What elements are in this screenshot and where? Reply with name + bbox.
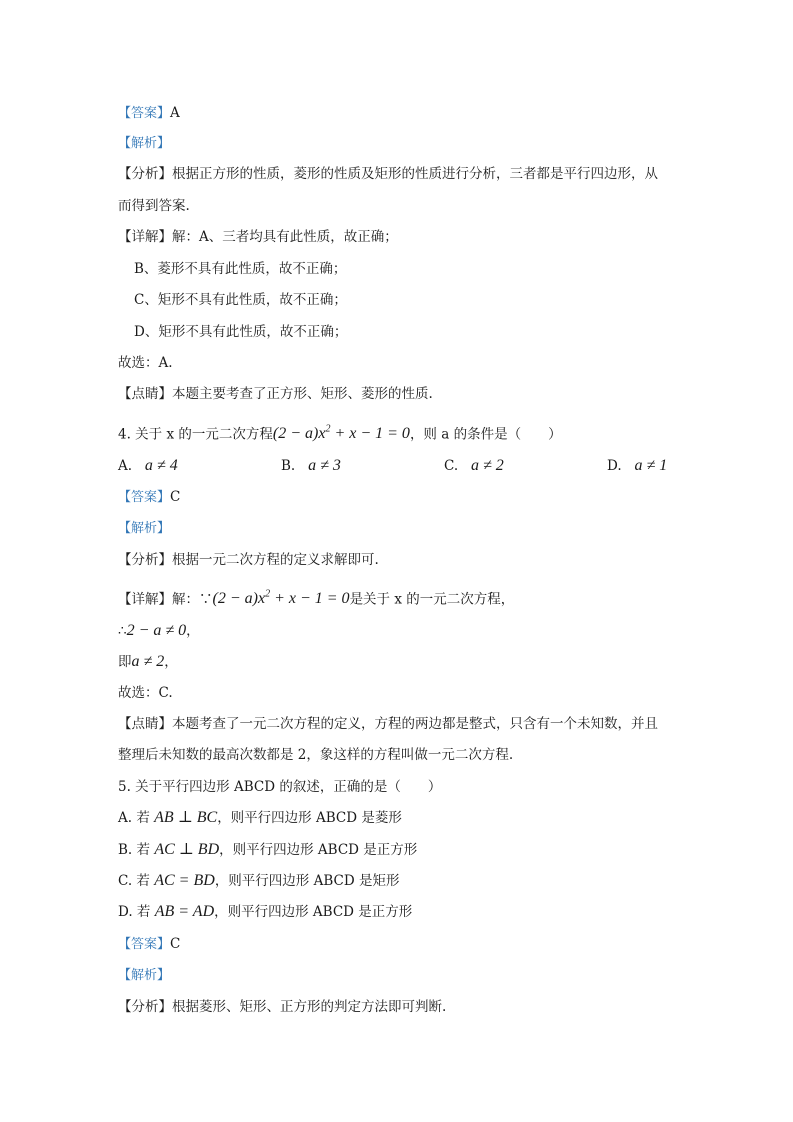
- option-text: ，则平行四边形 ABCD 是菱形: [217, 810, 402, 826]
- option-label: C.: [444, 458, 459, 474]
- choice-text: 故选：A.: [118, 355, 173, 371]
- answer-value: C: [170, 936, 181, 952]
- q5-fenxi-line: [118, 997, 446, 1017]
- ji-text: 即: [118, 654, 132, 670]
- option-text: ，则平行四边形 ABCD 是正方形: [219, 842, 418, 858]
- q3-dianjing-line: [118, 384, 433, 404]
- answer-tag: 【答案】: [118, 490, 171, 505]
- dianjing-text: 整理后未知数的最高次数都是 2，象这样的方程叫做一元二次方程.: [118, 747, 514, 763]
- xiangjie-text: 是关于 x 的一元二次方程，: [349, 591, 515, 608]
- solution-text: D、矩形不具有此性质，故不正确；: [134, 324, 348, 340]
- q5-option-a: [118, 808, 402, 828]
- xiangjie-tag: 【详解】: [118, 229, 172, 245]
- stem-text: 5. 关于平行四边形 ABCD 的叙述，正确的是（ ）: [118, 779, 442, 795]
- q5-answer-line: [118, 934, 180, 955]
- answer-value: C: [170, 489, 181, 505]
- dianjing-tag: 【点睛】: [118, 716, 172, 732]
- equation: a ≠ 2: [131, 653, 165, 670]
- q4-answer-line: [118, 487, 180, 508]
- answer-tag: 【答案】: [118, 937, 171, 952]
- option-math: a ≠ 4: [144, 457, 178, 474]
- q4-ji-line: [118, 652, 178, 672]
- q3-fenxi-line2: [118, 196, 190, 216]
- q5-stem: [118, 777, 441, 797]
- eq-exponent: 2: [265, 589, 271, 600]
- answer-value: A: [170, 105, 180, 121]
- choice-text: 故选：C.: [118, 685, 173, 701]
- fenxi-text: 而得到答案.: [118, 198, 190, 214]
- jiexi-tag: 【解析】: [118, 521, 171, 536]
- q3-line-d: [134, 322, 347, 342]
- fenxi-tag: 【分析】: [118, 999, 172, 1015]
- fenxi-tag: 【分析】: [118, 166, 172, 182]
- stem-text: 4. 关于 x 的一元二次方程: [118, 426, 273, 443]
- fenxi-tag: 【分析】: [118, 552, 172, 568]
- eq-part: + x − 1 = 0: [270, 590, 350, 608]
- q3-jiexi-line: [118, 133, 170, 154]
- option-text: ，则平行四边形 ABCD 是正方形: [214, 904, 413, 920]
- option-math: a ≠ 2: [471, 457, 504, 474]
- equation: [213, 590, 350, 607]
- q5-option-d: [118, 902, 412, 922]
- stem-text: ，则 a 的条件是（ ）: [409, 426, 562, 443]
- option-label: A. 若: [118, 810, 150, 826]
- option-math: AC ⊥ BD: [154, 841, 220, 858]
- option-label: D. 若: [118, 904, 151, 920]
- option-math: AB = AD: [154, 903, 215, 920]
- option-label: D.: [607, 458, 622, 474]
- q3-answer-line: [118, 103, 180, 124]
- eq-part: (2 − a)x: [272, 425, 326, 443]
- q4-stem: [118, 420, 562, 444]
- q4-dianjing-line1: [118, 714, 658, 734]
- option-text: ，则平行四边形 ABCD 是矩形: [214, 873, 400, 889]
- equation: 2 − a ≠ 0: [126, 622, 187, 639]
- eq-part: + x − 1 = 0: [330, 425, 410, 443]
- answer-tag: 【答案】: [118, 106, 171, 121]
- q4-dianjing-line2: [118, 745, 513, 765]
- q4-option-c: [444, 456, 504, 476]
- option-label: A.: [118, 458, 133, 474]
- q4-option-a: [118, 456, 178, 476]
- q3-line-b: [134, 259, 346, 279]
- q3-xiangjie-line: [118, 227, 398, 247]
- eq-part: (2 − a)x: [212, 590, 266, 608]
- xiangjie-text: 解：A、三者均具有此性质，故正确；: [172, 229, 398, 245]
- xiangjie-tag: 【详解】: [118, 591, 172, 608]
- option-math: a ≠ 1: [634, 457, 668, 474]
- q4-option-b: [281, 456, 341, 476]
- option-label: C. 若: [118, 873, 150, 889]
- q4-jiexi-line: [118, 518, 170, 539]
- q4-option-d: [607, 456, 667, 476]
- punctuation: ，: [186, 623, 200, 639]
- xiangjie-text: 解：∵: [172, 591, 213, 608]
- fenxi-text: 根据正方形的性质，菱形的性质及矩形的性质进行分析，三者都是平行四边形，从: [172, 166, 658, 182]
- q5-jiexi-line: [118, 965, 170, 986]
- fenxi-text: 根据菱形、矩形、正方形的判定方法即可判断.: [172, 999, 447, 1015]
- dianjing-tag: 【点睛】: [118, 386, 172, 402]
- solution-text: B、菱形不具有此性质，故不正确；: [134, 261, 347, 277]
- option-label: B.: [281, 458, 296, 474]
- therefore-symbol: ∴: [118, 623, 127, 639]
- jiexi-tag: 【解析】: [118, 136, 171, 151]
- q3-fenxi-line1: [118, 164, 658, 184]
- dianjing-text: 本题考查了一元二次方程的定义，方程的两边都是整式，只含有一个未知数，并且: [172, 716, 658, 732]
- q3-line-c: [134, 290, 347, 310]
- fenxi-text: 根据一元二次方程的定义求解即可.: [172, 552, 379, 568]
- q4-fenxi-line: [118, 550, 379, 570]
- q4-therefore-line: [118, 621, 200, 641]
- dianjing-text: 本题主要考查了正方形、矩形、菱形的性质.: [172, 386, 433, 402]
- punctuation: ，: [164, 654, 178, 670]
- q5-option-b: [118, 840, 417, 860]
- q3-guxuan: [118, 353, 173, 373]
- option-math: AB ⊥ BC: [154, 809, 218, 826]
- equation: [273, 425, 410, 442]
- option-label: B. 若: [118, 842, 151, 858]
- jiexi-tag: 【解析】: [118, 968, 171, 983]
- q4-xiangjie-line: [118, 585, 514, 609]
- q4-guxuan: [118, 683, 173, 703]
- eq-exponent: 2: [325, 424, 331, 435]
- option-math: a ≠ 3: [308, 457, 341, 474]
- option-math: AC = BD: [154, 872, 215, 889]
- solution-text: C、矩形不具有此性质，故不正确；: [134, 292, 347, 308]
- q5-option-c: [118, 871, 399, 891]
